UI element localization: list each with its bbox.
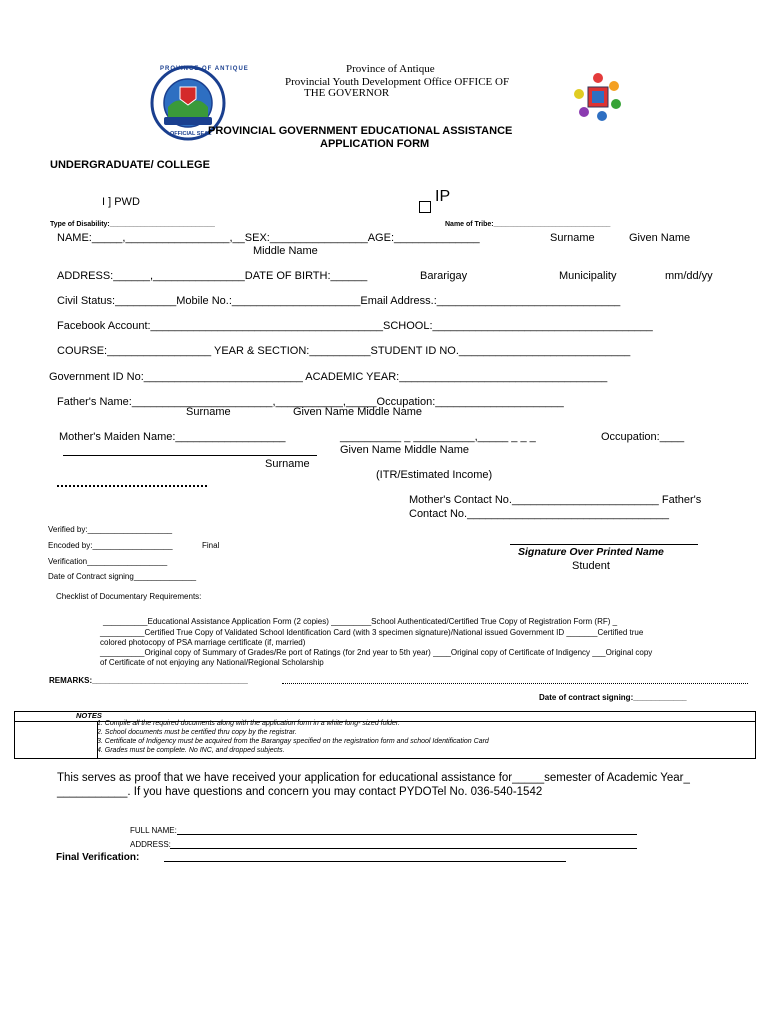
ip-label: IP <box>435 188 451 205</box>
remarks-field[interactable]: REMARKS:___________________________________ <box>49 676 248 685</box>
checklist-title: Checklist of Documentary Requirements: <box>56 592 202 601</box>
checklist-line-5: of Certificate of not enjoying any National/Regional Scholarship <box>100 658 324 667</box>
signature-line <box>510 544 698 545</box>
seal-label-top: PROVINCE OF ANTIQUE <box>160 66 249 72</box>
name-of-tribe[interactable]: Name of Tribe:______________________________ <box>445 221 611 228</box>
mother-surname-caption: Surname <box>265 458 310 470</box>
cropped-text-fragment <box>57 484 217 489</box>
contract-signing-date[interactable]: Date of Contract signing______________ <box>48 572 197 581</box>
checklist-line-3: colored photocopy of PSA marriage certificate (if, married) <box>100 638 306 647</box>
final-label: Final <box>202 541 220 550</box>
note-item-3: 3. Certificate of Indigency must be acquired from the Barangay specified on the registration form and school Identification Card <box>97 738 489 745</box>
name-surname-caption: Surname <box>550 232 595 244</box>
mother-occupation[interactable]: Occupation:____ <box>601 431 685 443</box>
dob-format-caption: mm/dd/yy <box>665 270 713 282</box>
verified-by[interactable]: Verified by:___________________ <box>48 525 173 534</box>
date-contract-signing[interactable]: Date of contract signing:____________ <box>539 693 687 702</box>
pwd-checkbox-label[interactable]: I ] PWD <box>102 196 140 208</box>
mother-given-caption: Given Name Middle Name <box>340 444 469 456</box>
full-name-input[interactable] <box>177 834 637 835</box>
father-contact-row[interactable]: Contact No._________________________________ <box>409 508 669 520</box>
mother-name-underline <box>63 455 317 456</box>
final-verification-input[interactable] <box>164 861 566 862</box>
note-item-4: 4. Grades must be complete. No INC, and dropped subjects. <box>97 747 285 754</box>
checklist-line-2[interactable]: __________Certified True Copy of Validated School Identification Card (with 3 specimen signature)/National issued Government ID _______Certified true <box>100 628 644 637</box>
proof-line-2: ___________. If you have questions and concern you may contact PYDOTel No. 036-540-1542 <box>57 786 543 798</box>
final-verification-label: Final Verification: <box>56 852 140 863</box>
verification-field[interactable]: Verification__________________ <box>48 557 168 566</box>
name-given-caption: Given Name <box>629 232 691 244</box>
address-input[interactable] <box>170 848 637 849</box>
mother-name-row[interactable]: Mother's Maiden Name:__________________ <box>59 431 286 443</box>
civil-status-row[interactable]: Civil Status:__________Mobile No.:_____________________Email Address.:______________________________ <box>57 295 621 307</box>
header-governor: THE GOVERNOR <box>304 87 390 99</box>
father-surname-caption: Surname <box>186 406 231 418</box>
proof-line-1: This serves as proof that we have received your application for educational assistance for_____semester of Academic Year_ <box>57 772 690 784</box>
youth-office-logo <box>572 70 624 122</box>
name-row[interactable]: NAME:_____,_________________,__SEX:________________AGE:______________ <box>57 232 480 244</box>
facebook-row[interactable]: Facebook Account:______________________________________SCHOOL:____________________________________ <box>57 320 653 332</box>
mother-contact-row[interactable]: Mother's Contact No.________________________ Father's <box>409 494 702 506</box>
government-id-row[interactable]: Government ID No:__________________________ ACADEMIC YEAR:__________________________________ <box>49 371 608 383</box>
note-item-2: 2. School documents must be certified thru copy by the registrar. <box>97 729 297 736</box>
form-subtitle: APPLICATION FORM <box>320 138 430 150</box>
encoded-by[interactable]: Encoded by:__________________ <box>48 541 173 550</box>
header-office: Provincial Youth Development Office OFFICE OF <box>285 76 510 88</box>
category-label: UNDERGRADUATE/ COLLEGE <box>50 159 210 171</box>
ip-checkbox[interactable] <box>419 201 431 213</box>
income-caption: (ITR/Estimated Income) <box>376 469 493 481</box>
name-middle-caption: Middle Name <box>253 245 318 257</box>
barangay-caption: Bararigay <box>420 270 468 282</box>
note-item-1: 1. Compile all the required documents along with the application form in a white long- sized folder. <box>97 720 400 727</box>
notes-title: NOTES <box>76 711 102 720</box>
father-name-row[interactable]: Father's Name:_______________________,___________,_____Occupation:_____________________ <box>57 396 564 408</box>
seal-label-bottom: OFFICIAL SEAL <box>170 131 212 137</box>
full-name-label: FULL NAME: <box>130 826 177 835</box>
address-row[interactable]: ADDRESS:______,_______________DATE OF BIRTH:______ <box>57 270 368 282</box>
type-of-disability[interactable]: Type of Disability:___________________________ <box>50 221 215 228</box>
header-province: Province of Antique <box>346 63 435 75</box>
student-caption: Student <box>572 560 610 572</box>
address-label: ADDRESS: <box>130 840 171 849</box>
checklist-line-4[interactable]: __________Original copy of Summary of Grades/Re port of Ratings (for 2nd year to 5th year) ____Original copy of Certificate of Indigency ___Original copy <box>100 648 653 657</box>
checklist-line-1[interactable]: __________Educational Assistance Application Form (2 copies) _________School Authenticated/Certified True Copy of Registration Form (RF) _ <box>103 617 618 626</box>
mother-name-mid[interactable]: __________ _ __________,_____ _ _ _ <box>340 431 536 443</box>
father-given-caption: Given Name Middle Name <box>293 406 422 418</box>
course-row[interactable]: COURSE:_________________ YEAR & SECTION:__________STUDENT ID NO.____________________________ <box>57 345 631 357</box>
remarks-dotted <box>282 683 748 684</box>
signature-caption: Signature Over Printed Name <box>518 546 664 558</box>
form-title: PROVINCIAL GOVERNMENT EDUCATIONAL ASSISTANCE <box>208 125 513 137</box>
municipality-caption: Municipality <box>559 270 617 282</box>
